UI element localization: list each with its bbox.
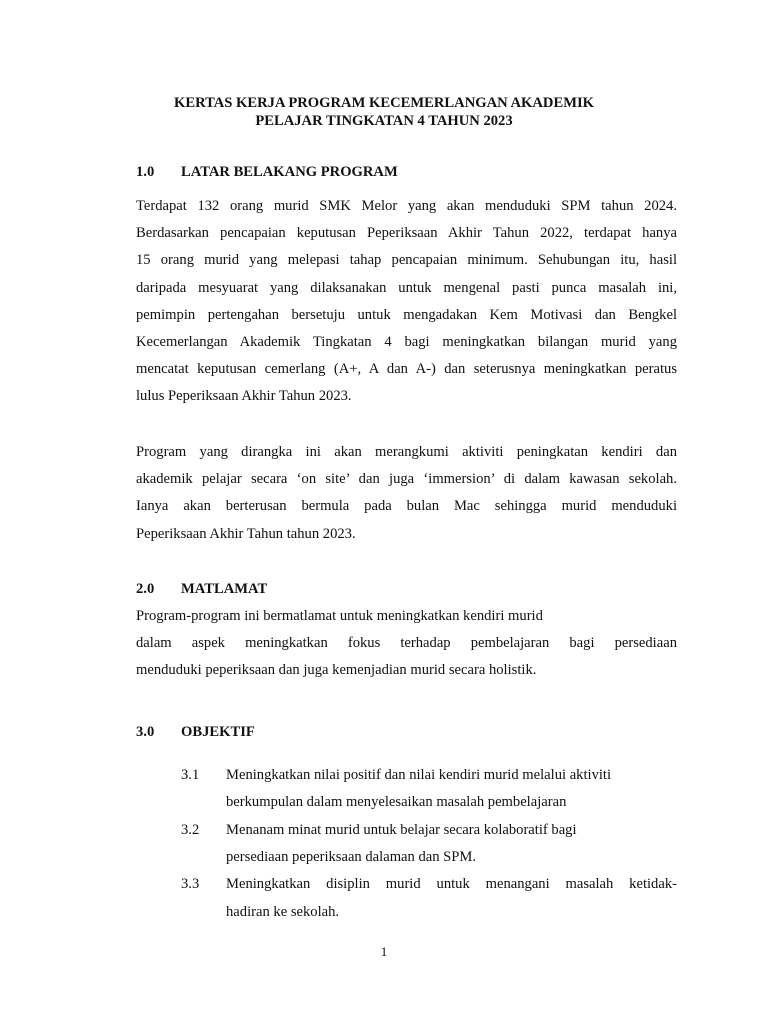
objective-3-2-line-1: Menanam minat murid untuk belajar secara kolaboratif bagi bbox=[226, 822, 577, 838]
objective-3-3-line-2: hadiran ke sekolah. bbox=[226, 904, 340, 920]
objective-3-1-line-2: berkumpulan dalam menyelesaikan masalah pembelajaran bbox=[226, 794, 567, 810]
section-1-title: LATAR BELAKANG PROGRAM bbox=[181, 164, 398, 180]
section-2-heading bbox=[136, 580, 267, 598]
section-3-title: OBJEKTIF bbox=[181, 724, 255, 740]
objective-3-1-number: 3.1 bbox=[181, 767, 200, 783]
paragraph-line: pemimpin pertengahan bersetuju untuk mengadakan Kem Motivasi dan Bengkel bbox=[136, 306, 677, 323]
section-3-heading bbox=[136, 723, 255, 741]
document-title-line-1: KERTAS KERJA PROGRAM KECEMERLANGAN AKADEMIK bbox=[173, 95, 595, 111]
section-2-paragraph bbox=[136, 603, 677, 685]
paragraph-line: Peperiksaan Akhir Tahun tahun 2023. bbox=[136, 525, 356, 542]
section-1-paragraph-2 bbox=[136, 439, 677, 548]
paragraph-line: menduduki peperiksaan dan juga kemenjadian murid secara holistik. bbox=[136, 662, 537, 679]
objective-3-2-line-2: persediaan peperiksaan dalaman dan SPM. bbox=[226, 849, 477, 865]
objective-3-3-line-1: Meningkatkan disiplin murid untuk menangani masalah ketidak- bbox=[226, 876, 677, 892]
paragraph-line: Kecemerlangan Akademik Tingkatan 4 bagi meningkatkan bilangan murid yang bbox=[136, 333, 677, 350]
section-2-number: 2.0 bbox=[136, 581, 155, 597]
paragraph-line: Berdasarkan pencapaian keputusan Peperiksaan Akhir Tahun 2022, terdapat hanya bbox=[136, 225, 677, 242]
paragraph-line: Program yang dirangka ini akan merangkumi aktiviti peningkatan kendiri dan bbox=[136, 444, 677, 460]
paragraph-line: dalam aspek meningkatkan fokus terhadap pembelajaran bagi persediaan bbox=[136, 635, 677, 652]
paragraph-line: mencatat keputusan cemerlang (A+, A dan A-) dan seterusnya meningkatkan peratus bbox=[136, 361, 677, 378]
section-1-heading bbox=[136, 163, 398, 181]
paragraph-line: Program-program ini bermatlamat untuk meningkatkan kendiri murid bbox=[136, 608, 543, 624]
paragraph-line: 15 orang murid yang melepasi tahap pencapaian minimum. Sehubungan itu, hasil bbox=[136, 252, 677, 269]
section-1-number: 1.0 bbox=[136, 164, 155, 180]
paragraph-line: Terdapat 132 orang murid SMK Melor yang akan menduduki SPM tahun 2024. bbox=[136, 198, 677, 214]
objective-3-2-number: 3.2 bbox=[181, 822, 200, 838]
page-number: 1 bbox=[380, 944, 388, 959]
section-1-paragraph-1 bbox=[136, 193, 677, 411]
paragraph-line: akademik pelajar secara ‘on site’ dan juga ‘immersion’ di dalam kawasan sekolah. bbox=[136, 471, 677, 488]
objective-3-1-line-1: Meningkatkan nilai positif dan nilai kendiri murid melalui aktiviti bbox=[226, 767, 612, 783]
paragraph-line: daripada mesyuarat yang dilaksanakan untuk mengenal pasti punca masalah ini, bbox=[136, 279, 677, 296]
paragraph-line: Ianya akan berterusan bermula pada bulan Mac sehingga murid menduduki bbox=[136, 498, 677, 515]
paragraph-line: lulus Peperiksaan Akhir Tahun 2023. bbox=[136, 388, 352, 405]
document-title-line-2: PELAJAR TINGKATAN 4 TAHUN 2023 bbox=[255, 113, 513, 129]
section-3-number: 3.0 bbox=[136, 724, 155, 740]
section-2-title: MATLAMAT bbox=[181, 581, 268, 597]
objective-3-3-number: 3.3 bbox=[181, 876, 200, 892]
